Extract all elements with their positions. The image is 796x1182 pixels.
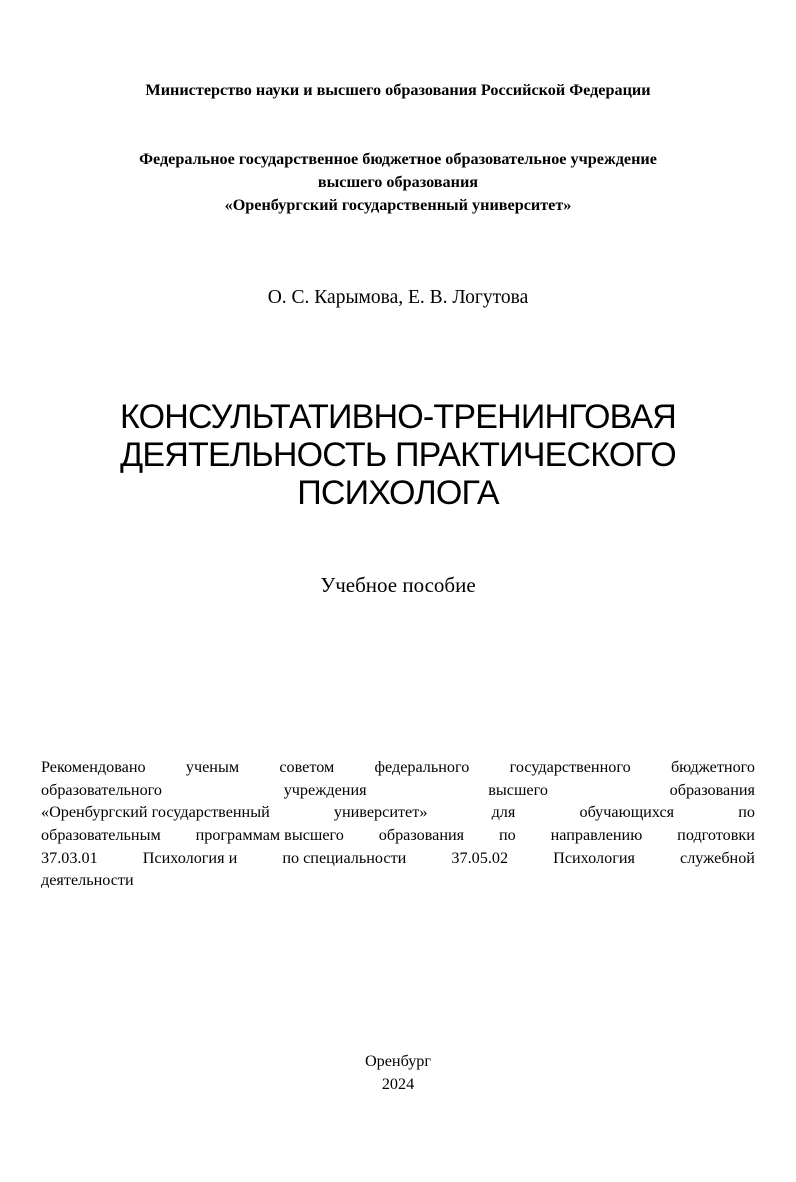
recommendation-word: высшего <box>488 780 548 799</box>
recommendation-word: образования <box>669 780 755 799</box>
recommendation-word: образовательным <box>41 826 161 845</box>
recommendation-word: для <box>491 803 516 822</box>
recommendation-last-line: деятельности <box>41 871 134 890</box>
recommendation-line <box>41 779 755 802</box>
recommendation-line <box>41 801 755 824</box>
recommendation-word: «Оренбургский государственный <box>41 803 270 822</box>
recommendation-word: Психология <box>553 848 635 867</box>
title-line: ПСИХОЛОГА <box>297 474 499 512</box>
title-line: КОНСУЛЬТАТИВНО-ТРЕНИНГОВАЯ <box>119 398 676 436</box>
institution-line: высшего образования <box>317 173 479 191</box>
recommendation-word: университет» <box>333 803 428 822</box>
institution-line: «Оренбургский государственный университет» <box>224 196 572 214</box>
recommendation-paragraph <box>41 756 755 892</box>
book-title <box>0 398 796 512</box>
recommendation-word: государственного <box>509 758 631 776</box>
recommendation-word: 37.05.02 <box>451 848 509 867</box>
recommendation-word: программам высшего <box>195 826 344 845</box>
recommendation-word: учреждения <box>283 780 367 799</box>
recommendation-word: федерального <box>374 758 470 776</box>
recommendation-word: подготовки <box>677 826 755 845</box>
ministry-name: Министерство науки и высшего образования Российской Федерации <box>145 81 651 99</box>
title-line: ДЕЯТЕЛЬНОСТЬ ПРАКТИЧЕСКОГО <box>120 436 676 474</box>
recommendation-line <box>41 756 755 779</box>
recommendation-word: направлению <box>550 826 643 845</box>
institution-line: Федеральное государственное бюджетное образовательное учреждение <box>139 150 657 168</box>
recommendation-word: образования <box>378 826 465 845</box>
recommendation-word: служебной <box>680 848 755 867</box>
recommendation-word: по <box>738 803 755 822</box>
recommendation-word: советом <box>279 758 335 776</box>
book-subtitle: Учебное пособие <box>320 573 476 597</box>
recommendation-line <box>41 824 755 847</box>
recommendation-word: обучающихся <box>579 803 675 822</box>
publication-city: Оренбург <box>364 1052 432 1070</box>
recommendation-word: бюджетного <box>670 758 755 776</box>
recommendation-word: Психология и <box>142 848 238 867</box>
recommendation-word: образовательного <box>41 780 163 799</box>
recommendation-line <box>41 847 755 870</box>
publication-year: 2024 <box>381 1075 415 1093</box>
recommendation-word: 37.03.01 <box>41 848 98 867</box>
institution-name <box>0 148 796 217</box>
recommendation-word: ученым <box>185 758 240 776</box>
recommendation-word: по <box>498 826 516 845</box>
recommendation-word: по специальности <box>282 848 407 867</box>
recommendation-word: Рекомендовано <box>41 758 146 776</box>
authors: О. С. Карымова, Е. В. Логутова <box>267 287 529 308</box>
